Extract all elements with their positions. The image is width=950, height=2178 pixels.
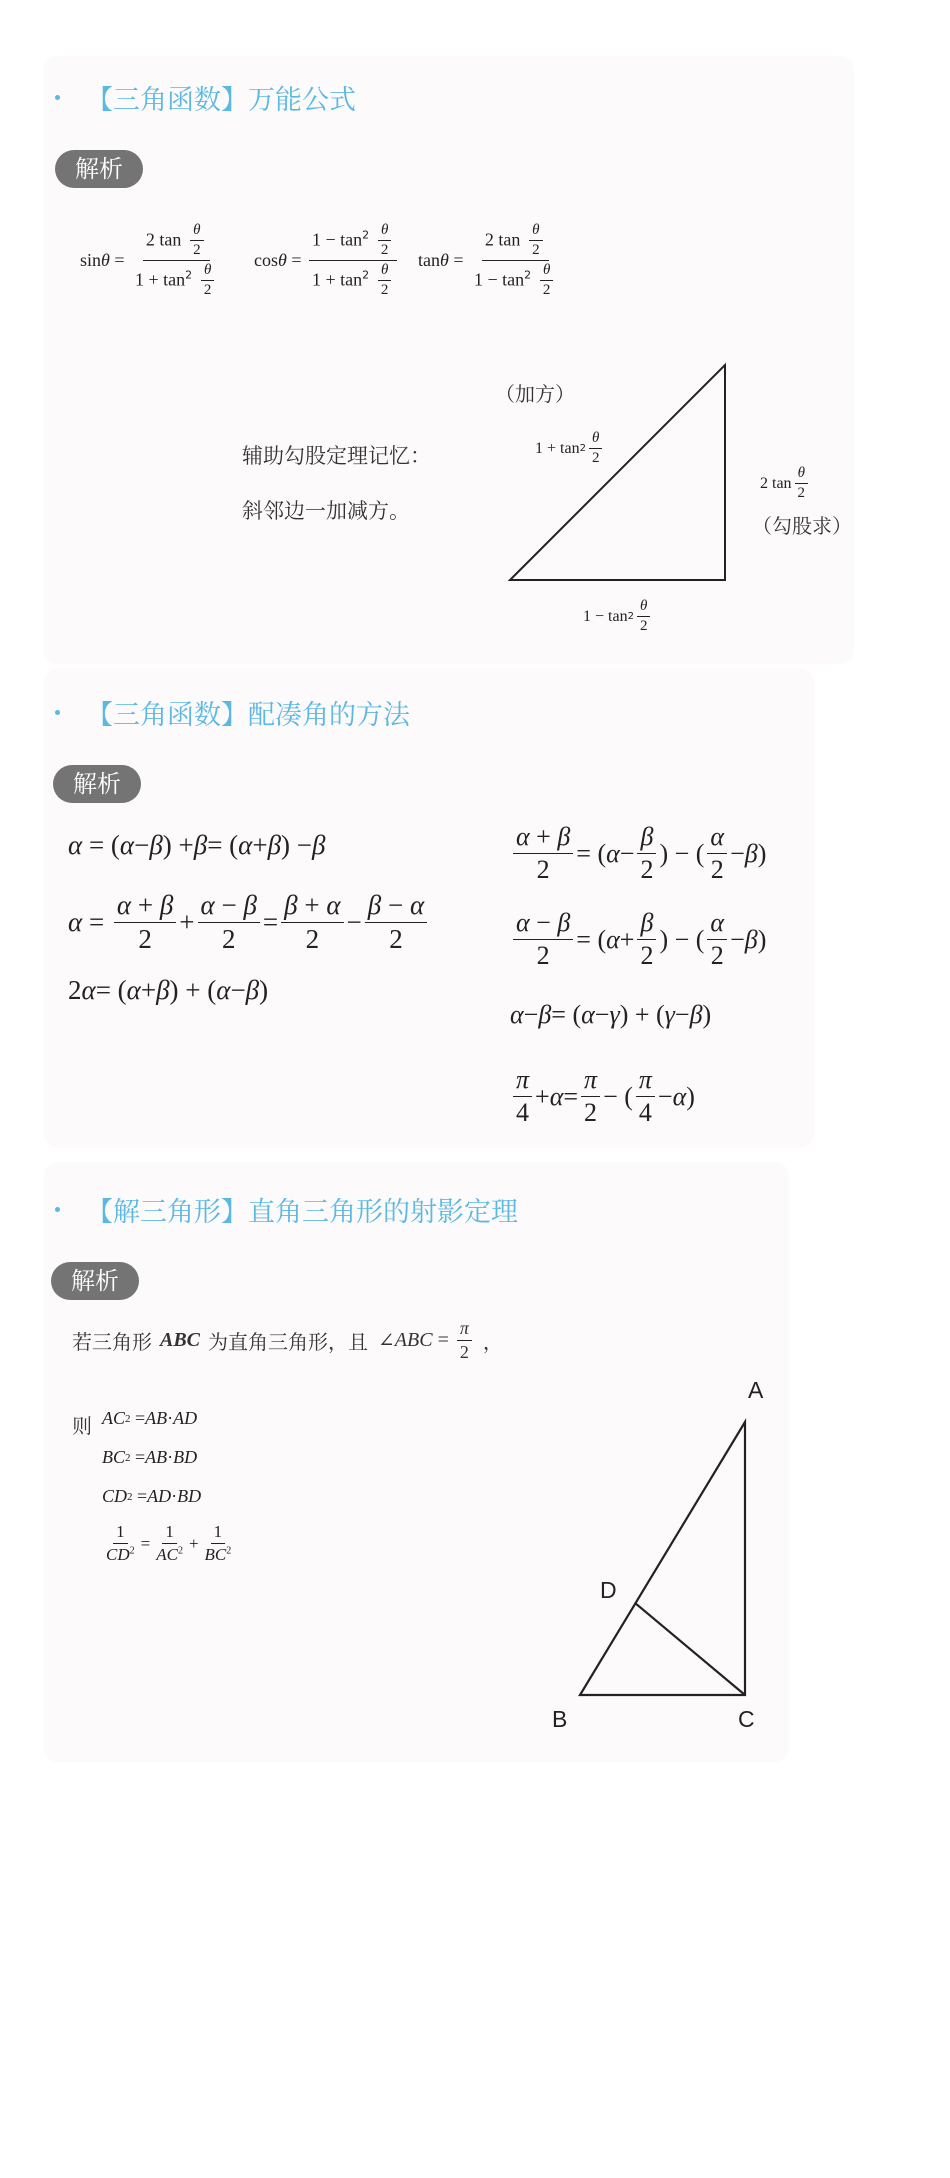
- equation-cd-squared: CD 2 = AD · BD: [102, 1486, 202, 1506]
- section-title-text: 【解三角形】直角三角形的射影定理: [86, 1197, 518, 1228]
- section-title-angle-method: [55, 693, 410, 732]
- equation-ac-squared: AC 2 = AB · AD: [102, 1408, 198, 1428]
- bullet-dot-icon: [55, 710, 60, 715]
- vertex-label-a: A: [748, 1377, 764, 1403]
- memory-note-line1: 辅助勾股定理记忆：: [242, 444, 431, 468]
- opposite-label: 2 tan $\frac{\theta}{2}$: [760, 465, 811, 502]
- adjacent-label: 1 − tan 2 $\frac{\theta}{2}$: [583, 598, 653, 635]
- vertex-label-d: D: [600, 1577, 617, 1603]
- hypotenuse-note: （加方）: [495, 382, 575, 406]
- opposite-note: （勾股求）: [752, 514, 852, 538]
- memory-note-line2: 斜邻边一加减方。: [242, 499, 410, 523]
- section-title-text: 【三角函数】配凑角的方法: [86, 700, 410, 731]
- equation-bc-squared: BC 2 = AB · BD: [102, 1447, 198, 1467]
- then-label: 则: [72, 1414, 92, 1438]
- equation-half-diff: $\frac{\alpha - \beta}{2}$ = ( α + $\frac{\beta}{2}$ ) − ( $\frac{\alpha}{2}$ − β ): [510, 908, 766, 971]
- analysis-badge: 解析: [51, 1262, 139, 1300]
- analysis-badge: 解析: [53, 765, 141, 803]
- equation-2alpha: 2 α = ( α + β ) + ( α − β ): [68, 975, 269, 1005]
- sin-formula: sin θ = 2 tan $\frac{\theta}{2}$ $1 + \tan^2$ $\frac{\theta}{2}$: [80, 222, 223, 299]
- equation-alpha-1: α = ( α − β ) + β = ( α + β ) − β: [68, 830, 326, 860]
- equation-half-sum: $\frac{\alpha + \beta}{2}$ = ( α − $\frac{\beta}{2}$ ) − ( $\frac{\alpha}{2}$ − β ): [510, 822, 766, 885]
- bullet-dot-icon: [55, 95, 60, 100]
- triangle-abc-diagram: [540, 1370, 790, 1740]
- tan-formula: tan θ = 2 tan $\frac{\theta}{2}$ $1 - \tan^2$ $\frac{\theta}{2}$: [418, 222, 562, 299]
- equation-pi: $\frac{\pi}{4}$ + α = $\frac{\pi}{2}$ − ( $\frac{\pi}{4}$ − α ): [510, 1065, 695, 1128]
- equation-gamma: α − β = ( α − γ ) + ( γ − β ): [510, 1000, 712, 1029]
- section-title-universal-formula: [55, 78, 356, 117]
- section-title-projection-theorem: [55, 1190, 518, 1229]
- vertex-label-c: C: [738, 1706, 755, 1732]
- vertex-label-b: B: [552, 1706, 568, 1732]
- hypotenuse-label: 1 + tan 2 $\frac{\theta}{2}$: [535, 430, 605, 467]
- section-title-text: 【三角函数】万能公式: [86, 85, 356, 116]
- theorem-intro: 若三角形 ABC 为直角三角形，且 ∠ ABC = $\frac{\pi}{2}$ ，: [72, 1318, 503, 1362]
- analysis-badge: 解析: [55, 150, 143, 188]
- equation-reciprocal: $\frac{1}{CD^2}$ = $\frac{1}{AC^2}$ + $\frac{1}{BC^2}$: [106, 1522, 232, 1564]
- bullet-dot-icon: [55, 1207, 60, 1212]
- cos-formula: cos θ = $1 - \tan^2$ $\frac{\theta}{2}$ $1 + \tan^2$ $\frac{\theta}{2}$: [254, 222, 400, 299]
- equation-alpha-2: α = $\frac{\alpha + \beta}{2}$ + $\frac{\alpha - \beta}{2}$ = $\frac{\beta + \alpha}{2}$ − $\frac{\beta - \alpha}{2}$: [68, 890, 430, 955]
